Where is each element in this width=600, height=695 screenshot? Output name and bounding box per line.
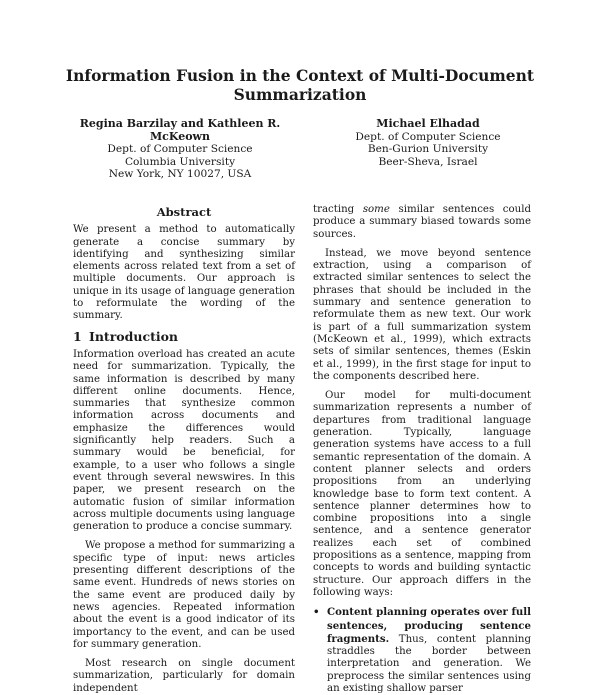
intro-paragraph-1: Information overload has created an acute need for summarization. Typically, the same information is described by many different online documents. Hence, summaries that synthesize common information across documents and emphasize the differences would significantly help readers. Such a summary would be beneficial, for example, to a user who follows a single event through several newswires. In this paper, we present research on the automatic fusion of similar information across multiple documents using language generation to produce a concise summary. <box>73 348 295 533</box>
abstract-heading: Abstract <box>156 205 212 219</box>
author-block-2 <box>318 118 538 168</box>
author-names: Regina Barzilay and Kathleen R. McKeown <box>79 117 281 143</box>
continued-text-end: similar sentences could produce a summary biased towards some sources. <box>313 204 531 240</box>
bullet-icon: • <box>313 606 320 619</box>
continued-text-start: tracting <box>313 204 355 215</box>
section-heading <box>73 328 295 344</box>
author-department: Dept. of Computer Science <box>107 143 253 156</box>
intro-paragraph-2: We propose a method for summarizing a specific type of input: news articles presenting different descriptions of the same event. Hundreds of news stories on the same event are produced daily by news agencies. Repeated information about the event is a good indicator of its importancy to the event, and can be used for summary generation. <box>73 540 295 650</box>
continued-paragraph <box>313 204 531 241</box>
paper-title: Information Fusion in the Context of Multi-Document Summarization <box>65 66 535 104</box>
intro-paragraph-3: Most research on single document summarization, particularly for domain independent <box>73 658 295 694</box>
author-department: Dept. of Computer Science <box>355 130 501 143</box>
right-column <box>313 204 531 695</box>
author-block-1 <box>60 118 300 181</box>
section-number: 1 <box>73 328 82 344</box>
author-university: Ben-Gurion University <box>367 143 489 156</box>
author-location: New York, NY 10027, USA <box>108 168 252 181</box>
body-paragraph-1: Instead, we move beyond sentence extraction, using a comparison of extracted similar sentences to select the phrases that should be included in the summary and sentence generation to reformulate them as new text. Our work is part of a full summarization system (McKeown et al., 1999), which extracts sets of similar sentences, themes (Eskin et al., 1999), in the first stage for input to the components described here. <box>313 247 531 382</box>
author-location: Beer-Sheva, Israel <box>378 155 478 168</box>
abstract-text: We present a method to automatically generate a concise summary by identifying and synthesizing similar elements across related text from a set of multiple documents. Our approach is unique in its usage of language generation to reformulate the wording of the summary. <box>73 224 295 322</box>
bullet-heading: Content planning operates over full sentences, producing sentence fragments. <box>327 606 531 645</box>
emphasized-word: some <box>362 204 390 215</box>
section-title: Introduction <box>89 328 179 344</box>
left-column <box>73 206 295 695</box>
author-names: Michael Elhadad <box>376 117 480 130</box>
body-paragraph-2: Our model for multi-document summarization represents a number of departures from traditional language generation. Typically, language generation systems have access to a full semantic representation of the domain. A content planner selects and orders propositions from an underlying knowledge base to form text content. A sentence planner determines how to combine propositions into a single sentence, and a sentence generator realizes each set of combined propositions as a sentence, mapping from concepts to words and building syntactic structure. Our approach differs in the following ways: <box>313 390 531 598</box>
author-university: Columbia University <box>124 155 236 168</box>
bullet-text: Thus, content planning straddles the border between interpretation and generation. We preprocess the similar sentences using an existing shallow parser <box>327 633 531 694</box>
bullet-item <box>313 606 531 695</box>
